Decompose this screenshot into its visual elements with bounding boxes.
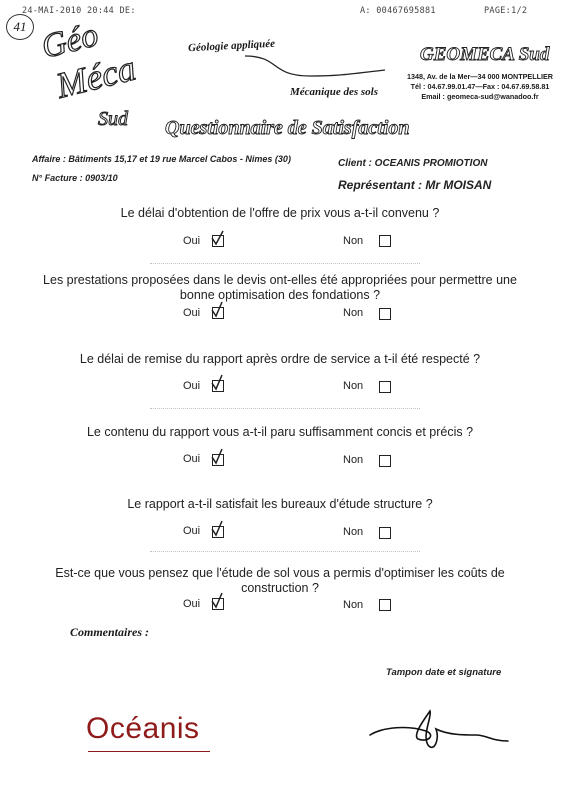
logo-line1: Géo — [38, 16, 102, 66]
page-number-circle — [6, 14, 34, 40]
logo-line3: Sud — [98, 108, 128, 130]
oceanis-stamp: Océanis — [86, 712, 200, 745]
question-text: Le contenu du rapport vous a-t-il paru suffisamment concis et précis ? — [86, 425, 474, 439]
invoice-number: N° Facture : 0903/10 — [32, 173, 118, 183]
check-mark-icon — [210, 595, 224, 609]
fax-page: PAGE:1/2 — [484, 6, 528, 16]
question-text: Le délai d'obtention de l'offre de prix vous a-t-il convenu ? — [120, 206, 440, 220]
yes-checkbox[interactable] — [212, 380, 224, 392]
page-title: Questionnaire de Satisfaction — [165, 117, 410, 139]
company-contact — [400, 72, 560, 102]
client-info: Client : OCEANIS PROMIOTION — [338, 158, 488, 169]
yes-label: Oui — [183, 380, 201, 392]
tagline-mechanics: Mécanique des sols — [290, 86, 378, 98]
scan-noise — [150, 551, 420, 554]
yes-label: Oui — [183, 307, 201, 319]
stamp-underline — [88, 751, 210, 752]
affaire-info: Affaire : Bâtiments 15,17 et 19 rue Marcel Cabos - Nimes (30) — [32, 154, 291, 164]
yes-checkbox[interactable] — [212, 526, 224, 538]
no-label: Non — [343, 307, 364, 319]
no-checkbox[interactable] — [379, 455, 391, 467]
no-label: Non — [343, 599, 364, 611]
question-text: Le délai de remise du rapport après ordre de service a t-il été respecté ? — [79, 352, 481, 366]
yes-checkbox[interactable] — [212, 598, 224, 610]
company-address: 1348, Av. de la Mer—34 000 MONTPELLIER — [407, 72, 553, 81]
fax-id: A: 00467695881 — [360, 6, 436, 16]
yes-checkbox[interactable] — [212, 235, 224, 247]
no-checkbox[interactable] — [379, 235, 391, 247]
check-mark-icon — [210, 304, 224, 318]
question-text: Le rapport a-t-il satisfait les bureaux d'étude structure ? — [127, 497, 433, 511]
company-email: Email : geomeca-sud@wanadoo.fr — [421, 92, 539, 101]
check-mark-icon — [210, 523, 224, 537]
no-checkbox[interactable] — [379, 527, 391, 539]
check-mark-icon — [210, 451, 224, 465]
company-phone: Tél : 04.67.99.01.47—Fax : 04.67.69.58.81 — [410, 82, 550, 91]
no-label: Non — [343, 380, 364, 392]
comments-field[interactable] — [160, 625, 490, 641]
stamp-label: Tampon date et signature — [386, 667, 502, 678]
no-checkbox[interactable] — [379, 599, 391, 611]
logo-line2: Méca — [52, 47, 140, 106]
question-text: Est-ce que vous pensez que l'étude de sol vous a permis d'optimiser les coûts de construction ? — [55, 566, 505, 595]
yes-label: Oui — [183, 598, 201, 610]
tagline-curve — [240, 48, 390, 88]
comments-label: Commentaires : — [70, 625, 150, 639]
check-mark-icon — [210, 377, 224, 391]
no-label: Non — [343, 454, 364, 466]
company-logo — [32, 16, 152, 136]
fax-timestamp: 24-MAI-2010 20:44 DE: — [22, 6, 136, 16]
company-name: GEOMECA Sud — [420, 44, 550, 65]
tagline-geology: Géologie appliquée — [187, 37, 276, 55]
yes-checkbox[interactable] — [212, 307, 224, 319]
yes-label: Oui — [183, 235, 201, 247]
question-text: Les prestations proposées dans le devis ont-elles été appropriées pour permettre une bonne optimisation des fondations ? — [43, 273, 517, 302]
page-number: 41 — [13, 19, 27, 34]
no-label: Non — [343, 235, 364, 247]
yes-label: Oui — [183, 525, 201, 537]
yes-checkbox[interactable] — [212, 454, 224, 466]
handwritten-signature — [368, 705, 518, 755]
no-checkbox[interactable] — [379, 381, 391, 393]
no-label: Non — [343, 526, 364, 538]
scan-noise — [150, 408, 420, 411]
representative-info: Représentant : Mr MOISAN — [338, 178, 492, 192]
scan-noise — [150, 263, 420, 266]
check-mark-icon — [210, 232, 224, 246]
no-checkbox[interactable] — [379, 308, 391, 320]
yes-label: Oui — [183, 453, 201, 465]
